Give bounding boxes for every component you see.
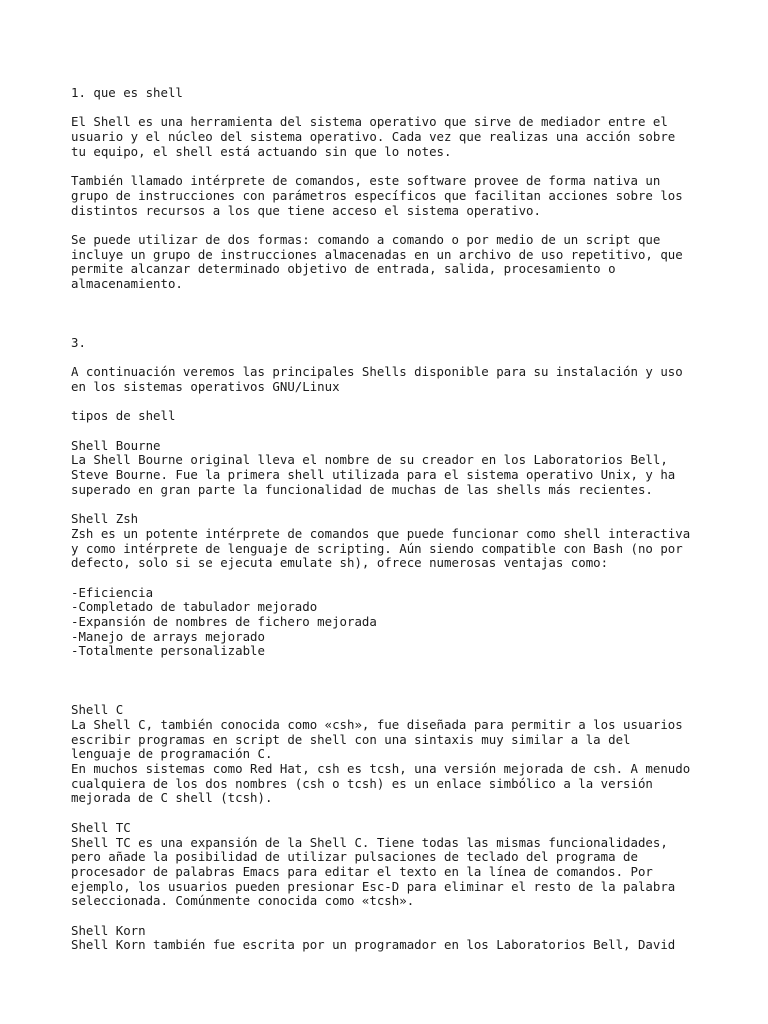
paragraph-interpreter: También llamado intérprete de comandos, este software provee de forma nativa un grupo de instrucciones con parámetros específicos que facilitan acciones sobre los distintos recursos a los que tiene acceso el sistema operativo.: [71, 173, 683, 218]
section-title-korn: Shell Korn: [71, 922, 146, 938]
section-title-tc: Shell TC: [71, 819, 131, 835]
list-item: -Manejo de arrays mejorado: [71, 628, 265, 644]
heading-section-3: 3.: [71, 334, 86, 350]
section-title-c: Shell C: [71, 702, 124, 718]
section-body-bourne: La Shell Bourne original lleva el nombre de su creador en los Laboratorios Bell, Steve Bourne. Fue la primera shell utilizada para el sistema operativo Unix, y ha superado en gran parte la funcionalidad de muchas de las shells más recientes.: [71, 452, 676, 497]
list-item: -Totalmente personalizable: [71, 643, 265, 659]
section-title-bourne: Shell Bourne: [71, 437, 161, 453]
zsh-feature-list: [71, 586, 731, 660]
section-body-korn: Shell Korn también fue escrita por un programador en los Laboratorios Bell, David: [71, 937, 676, 953]
paragraph-usage: Se puede utilizar de dos formas: comando a comando o por medio de un script que incluye un grupo de instrucciones almacenadas en un archivo de uso repetitivo, que permite alcanzar determinado objetivo de entrada, salida, procesamiento o almacenamiento.: [71, 231, 683, 292]
list-item: -Eficiencia: [71, 584, 154, 600]
heading-tipos-de-shell: tipos de shell: [71, 408, 176, 424]
document-page: [71, 86, 731, 953]
section-body-c: La Shell C, también conocida como «csh», fue diseñada para permitir a los usuarios escribir programas en script de shell con una sintaxis muy similar a la del lenguaje de programación C. En muchos sistemas como Red Hat, csh es tcsh, una versión mejorada de csh. A menudo cualquiera de los dos nombres (csh o tcsh) es un enlace simbólico a la versión mejorada de C shell (tcsh).: [71, 716, 691, 806]
section-title-zsh: Shell Zsh: [71, 511, 139, 527]
list-item: -Expansión de nombres de fichero mejorada: [71, 614, 377, 630]
paragraph-definition: El Shell es una herramienta del sistema operativo que sirve de mediador entre el usuario y el núcleo del sistema operativo. Cada vez que realizas una acción sobre tu equipo, el shell está actuando sin que lo notes.: [71, 114, 676, 159]
section-body-zsh: Zsh es un potente intérprete de comandos que puede funcionar como shell interactiva y como intérprete de lenguaje de scripting. Aún siendo compatible con Bash (no por defecto, solo si se ejecuta emulate sh), ofrece numerosas ventajas como:: [71, 525, 691, 571]
paragraph-intro-shells: A continuación veremos las principales Shells disponible para su instalación y uso en los sistemas operativos GNU/Linux: [71, 364, 683, 394]
list-item: -Completado de tabulador mejorado: [71, 599, 318, 615]
heading-que-es-shell: 1. que es shell: [71, 85, 183, 100]
section-body-tc: Shell TC es una expansión de la Shell C. Tiene todas las mismas funcionalidades, pero añade la posibilidad de utilizar pulsaciones de teclado del programa de procesador de palabras Emacs para editar el texto en la línea de comandos. Por ejemplo, los usuarios pueden presionar Esc-D para eliminar el resto de la palabra seleccionada. Comúnmente conocida como «tcsh».: [71, 834, 676, 909]
